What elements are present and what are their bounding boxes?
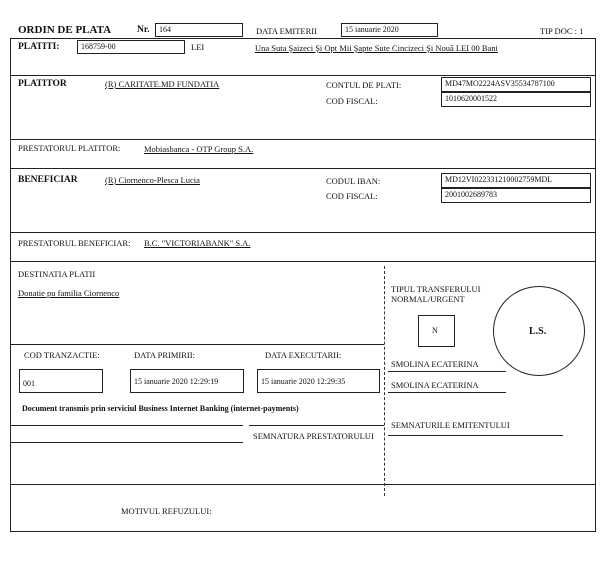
signer-line	[388, 371, 506, 372]
amount-label: PLATITI:	[18, 42, 60, 52]
beneficiary-label: BENEFICIAR	[18, 175, 78, 185]
issue-date-field: 15 ianuarie 2020	[341, 23, 438, 37]
purpose-value: Donatie pu familia Ciornenco	[18, 288, 120, 298]
transfer-type-label-2: NORMAL/URGENT	[391, 294, 465, 304]
purpose-label: DESTINATIA PLATII	[18, 269, 96, 279]
vertical-divider	[384, 266, 385, 496]
document-title: ORDIN DE PLATA	[18, 24, 112, 36]
form-frame	[10, 38, 596, 532]
order-number-label: Nr.	[137, 25, 150, 35]
signer-name-1: SMOLINA ECATERINA	[391, 359, 479, 369]
issue-date-label: DATA EMITERII	[256, 26, 317, 36]
separator-line	[10, 344, 384, 345]
transmitted-note: Document transmis prin serviciul Business Internet Banking (internet-payments)	[22, 404, 299, 413]
stamp-circle	[493, 286, 585, 376]
amount-field: 168759-00	[77, 40, 185, 54]
executed-date-label: DATA EXECUTARII:	[265, 350, 342, 360]
beneficiary-fiscal-label: COD FISCAL:	[326, 191, 378, 201]
payer-name: (R) CARITATE.MD FUNDATIA	[105, 79, 220, 89]
transaction-code-field: 001	[19, 369, 103, 393]
order-number-field: 164	[155, 23, 243, 37]
payer-provider-value: Mobiasbanca - OTP Group S.A.	[144, 144, 254, 154]
stamp-text: L.S.	[529, 326, 547, 337]
transaction-code-label: COD TRANZACTIE:	[24, 350, 100, 360]
received-date-field: 15 ianuarie 2020 12:29:19	[130, 369, 244, 393]
executed-date-field: 15 ianuarie 2020 12:29:35	[257, 369, 380, 393]
separator-line	[10, 139, 596, 140]
issuer-signatures-label: SEMNATURILE EMITENTULUI	[391, 420, 510, 430]
signer-name-2: SMOLINA ECATERINA	[391, 380, 479, 390]
signature-line	[10, 425, 243, 426]
refusal-reason-label: MOTIVUL REFUZULUI:	[121, 506, 212, 516]
amount-in-words: Una Suta Şaizeci Şi Opt Mii Şapte Sute Cincizeci Şi Nouă LEI 00 Bani	[255, 43, 498, 53]
beneficiary-iban-label: CODUL IBAN:	[326, 176, 381, 186]
payer-account-label: CONTUL DE PLATI:	[326, 80, 402, 90]
amount-currency: LEI	[191, 42, 205, 52]
separator-line	[10, 261, 596, 262]
beneficiary-provider-value: B.C. "VICTORIABANK" S.A.	[144, 238, 251, 248]
separator-line	[10, 168, 596, 169]
beneficiary-provider-label: PRESTATORUL BENEFICIAR:	[18, 238, 131, 248]
beneficiary-name: (R) Ciornenco-Plesca Lucia	[105, 175, 200, 185]
signature-line	[388, 435, 563, 436]
separator-line	[10, 484, 596, 485]
separator-line	[10, 232, 596, 233]
beneficiary-iban-field: MD12VI022331210002759MDL	[441, 173, 591, 188]
doc-type: TIP DOC : 1	[540, 26, 584, 36]
signer-line	[388, 392, 506, 393]
payer-fiscal-field: 1010620001522	[441, 92, 591, 107]
provider-signature-label: SEMNATURA PRESTATORULUI	[253, 431, 374, 441]
transfer-type-box	[418, 315, 455, 347]
beneficiary-fiscal-field: 2001002689783	[441, 188, 591, 203]
payer-provider-label: PRESTATORUL PLATITOR:	[18, 143, 121, 153]
payer-label: PLATITOR	[18, 79, 67, 89]
transfer-type-value: N	[432, 326, 438, 335]
separator-line	[10, 75, 596, 76]
payer-account-field: MD47MO2224ASV35534787100	[441, 77, 591, 92]
received-date-label: DATA PRIMIRII:	[134, 350, 195, 360]
signature-line	[10, 442, 243, 443]
transfer-type-label-1: TIPUL TRANSFERULUI	[391, 284, 481, 294]
signature-line	[249, 425, 384, 426]
payer-fiscal-label: COD FISCAL:	[326, 96, 378, 106]
